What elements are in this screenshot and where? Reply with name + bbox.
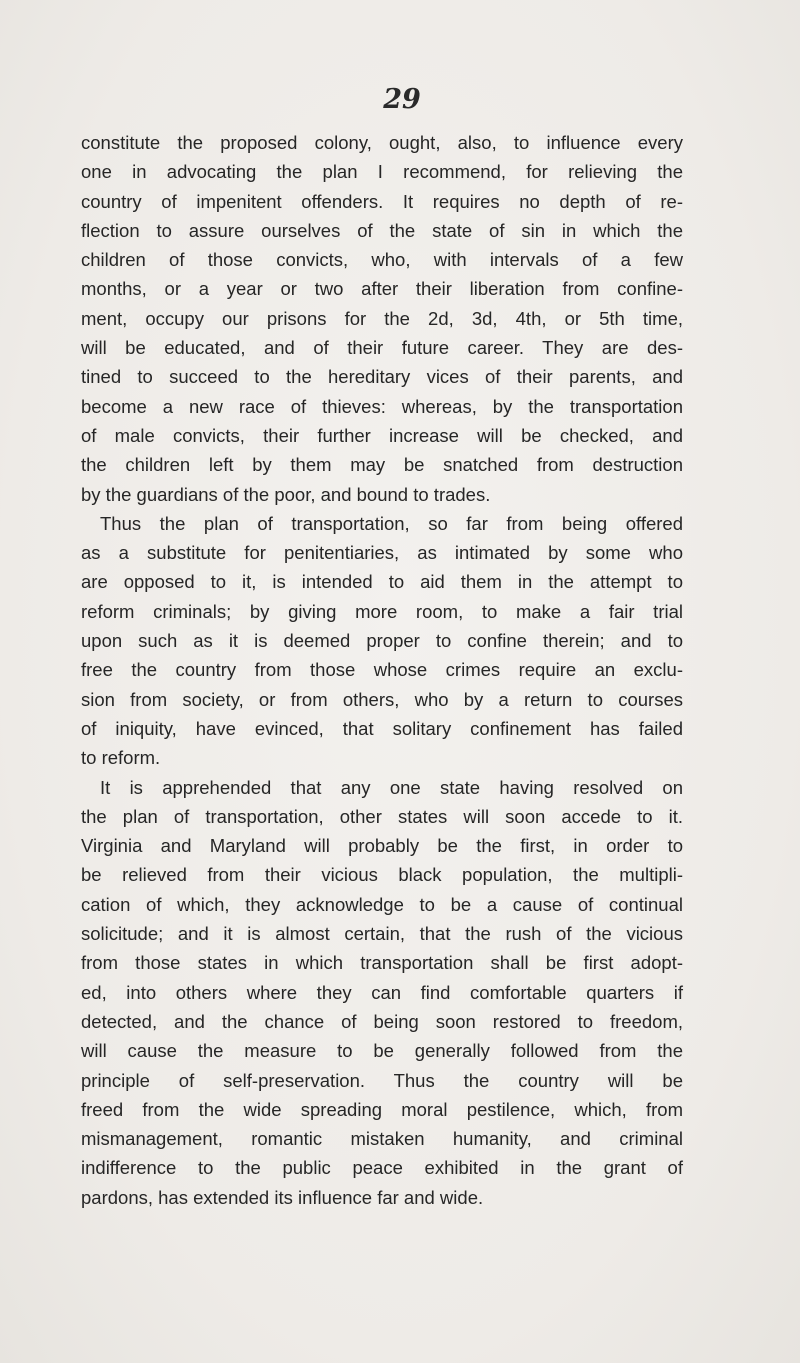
text-line: cation of which, they acknowledge to be a cause of continual [81,893,683,915]
text-line: of male convicts, their further increase will be checked, and [81,424,683,446]
text-line: by the guardians of the poor, and bound to trades. [81,483,491,505]
text-line: will cause the measure to be generally followed from the [81,1040,683,1062]
body-text [81,128,683,1212]
text-line: tined to succeed to the hereditary vices of their parents, and [81,366,683,388]
text-line: from those states in which transportation shall be first adopt- [81,952,683,974]
text-line: principle of self-preservation. Thus the country will be [81,1069,683,1091]
text-line: sion from society, or from others, who by a return to courses [81,688,683,710]
text-line: It is apprehended that any one state having resolved on [100,776,683,798]
text-line: to reform. [81,747,161,769]
text-line: free the country from those whose crimes require an exclu- [81,659,683,681]
text-line: country of impenitent offenders. It requires no depth of re- [81,190,683,212]
text-line: freed from the wide spreading moral pestilence, which, from [81,1098,683,1120]
text-line: constitute the proposed colony, ought, also, to influence every [81,132,683,153]
text-line: months, or a year or two after their liberation from confine- [81,278,683,300]
text-line: Virginia and Maryland will probably be the first, in order to [81,835,683,857]
text-line: Thus the plan of transportation, so far from being offered [100,512,683,534]
text-line: will be educated, and of their future career. They are des- [81,337,683,359]
paragraph [81,128,683,509]
text-line: mismanagement, romantic mistaken humanity, and criminal [81,1128,683,1150]
paragraph [81,509,683,773]
text-line: upon such as it is deemed proper to confine therein; and to [81,630,683,652]
text-line: become a new race of thieves: whereas, by the transportation [81,395,683,417]
text-line: detected, and the chance of being soon restored to freedom, [81,1010,683,1032]
text-line: of iniquity, have evinced, that solitary confinement has failed [81,717,683,739]
text-line: reform criminals; by giving more room, to make a fair trial [81,600,683,622]
text-line: as a substitute for penitentiaries, as intimated by some who [81,542,683,564]
text-line: solicitude; and it is almost certain, that the rush of the vicious [81,923,683,945]
text-line: flection to assure ourselves of the state of sin in which the [81,219,683,241]
text-line: indifference to the public peace exhibited in the grant of [81,1157,683,1179]
text-line: one in advocating the plan I recommend, for relieving the [81,161,683,183]
text-line: ment, occupy our prisons for the 2d, 3d, 4th, or 5th time, [81,307,683,329]
text-line: are opposed to it, is intended to aid them in the attempt to [81,571,683,593]
page-number: 29 [383,84,421,115]
text-line: pardons, has extended its influence far and wide. [81,1186,484,1208]
text-line: the children left by them may be snatched from destruction [81,454,683,476]
text-line: ed, into others where they can find comfortable quarters if [81,981,683,1003]
text-line: be relieved from their vicious black population, the multipli- [81,864,683,886]
text-line: children of those convicts, who, with intervals of a few [81,249,683,271]
paragraph [81,773,683,1212]
text-line: the plan of transportation, other states will soon accede to it. [81,805,683,827]
